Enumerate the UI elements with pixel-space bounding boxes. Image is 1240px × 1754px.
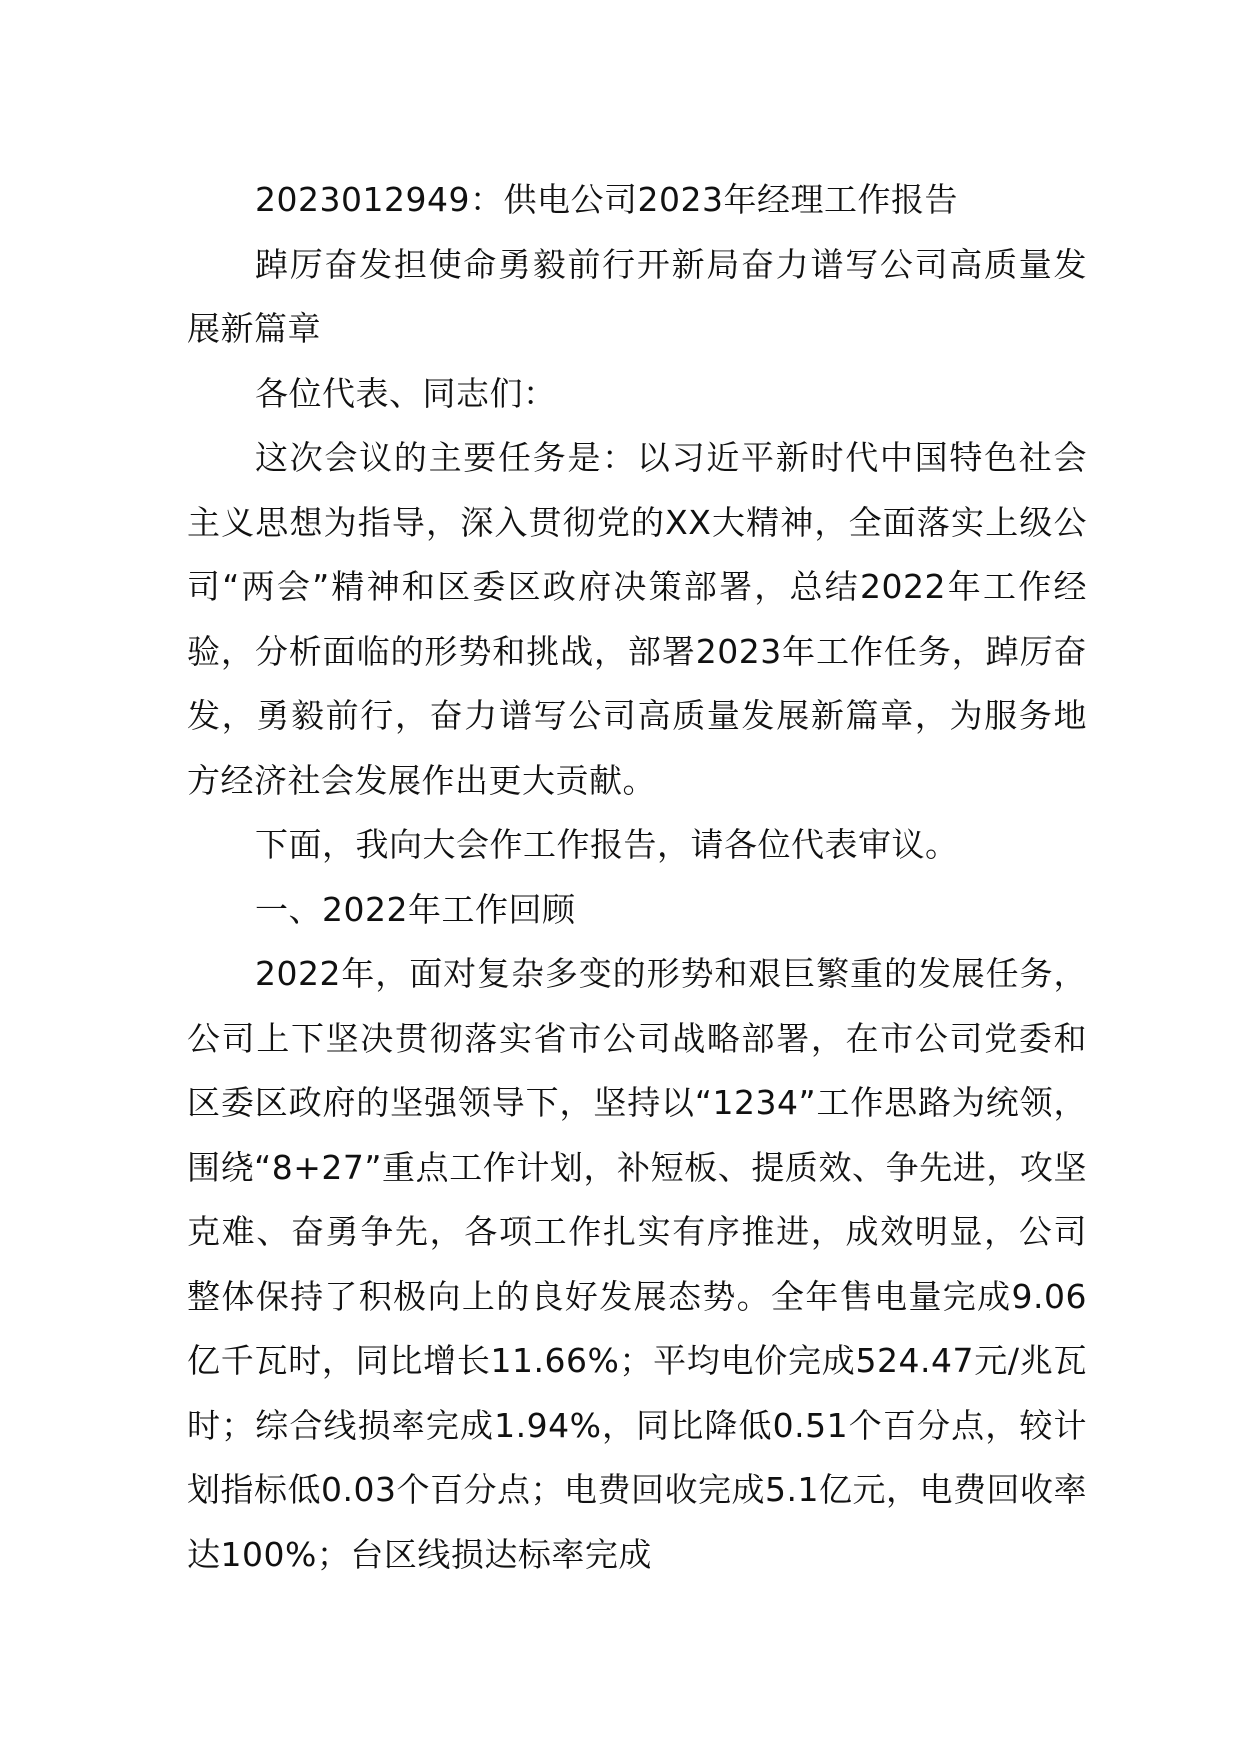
document-subtitle: 踔厉奋发担使命勇毅前行开新局奋力谱写公司高质量发展新篇章: [187, 244, 1087, 348]
review-paragraph: 2022年，面对复杂多变的形势和艰巨繁重的发展任务，公司上下坚决贯彻落实省市公司战略部署，在市公司党委和区委区政府的坚强领导下，坚持以“1234”工作思路为统领，围绕“8+27”重点工作计划，补短板、提质效、争先进，攻坚克难、奋勇争先，各项工作扎实有序推进，成效明显，公司整体保持了积极向上的良好发展态势。全年售电量完成9.06亿千瓦时，同比增长11.66%；平均电价完成524.47元/兆瓦时；综合线损率完成1.94%，同比降低0.51个百分点，较计划指标低0.03个百分点；电费回收完成5.1亿元，电费回收率达100%；台区线损达标率完成: [187, 954, 1087, 1574]
section-heading: 一、2022年工作回顾: [255, 889, 576, 929]
intro-paragraph: 这次会议的主要任务是：以习近平新时代中国特色社会主义思想为指导，深入贯彻党的XX大精神，全面落实上级公司“两会”精神和区委区政府决策部署，总结2022年工作经验，分析面临的形势和挑战，部署2023年工作任务，踔厉奋发，勇毅前行，奋力谱写公司高质量发展新篇章，为服务地方经济社会发展作出更大贡献。: [187, 438, 1087, 800]
document-title: 2023012949：供电公司2023年经理工作报告: [255, 180, 958, 219]
salutation: 各位代表、同志们：: [255, 373, 557, 413]
report-paragraph: 下面，我向大会作工作报告，请各位代表审议。: [255, 825, 959, 864]
document-page: [187, 168, 1087, 1587]
